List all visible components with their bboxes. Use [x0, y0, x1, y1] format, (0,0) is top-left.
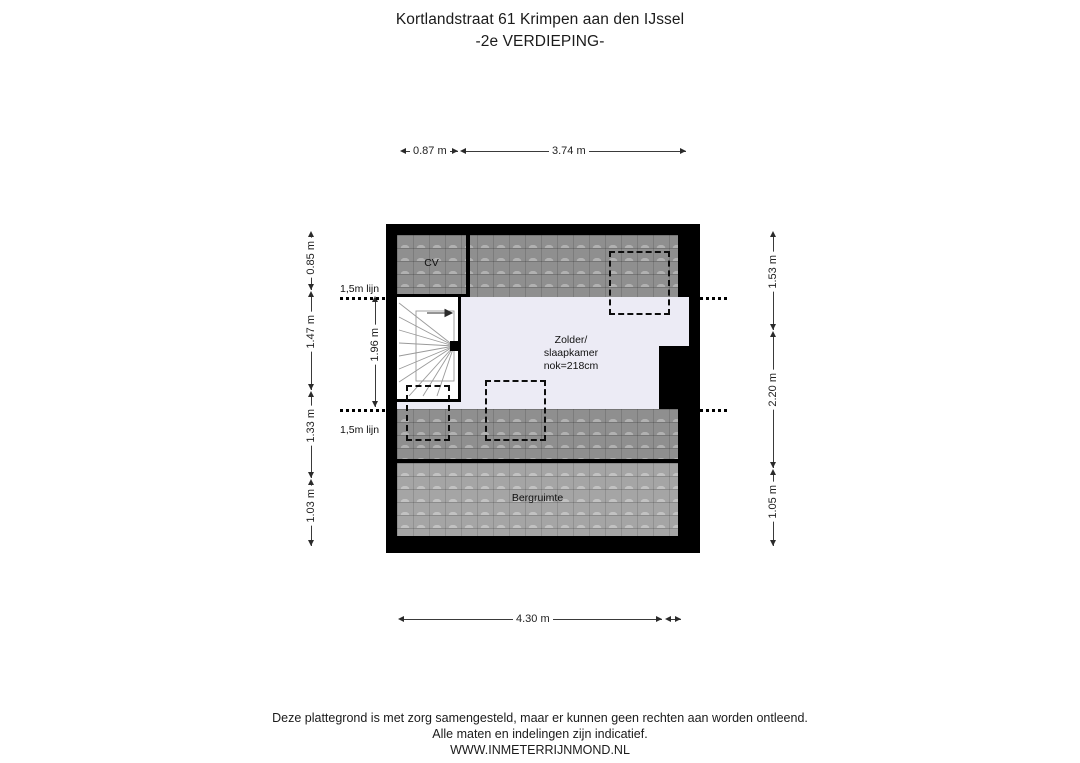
arrow-up-icon: [308, 291, 314, 297]
dimension-top-1: 0.87 m: [410, 145, 450, 157]
zolder-room-label: [506, 334, 636, 373]
arrow-left-icon: [400, 148, 406, 154]
arrow-down-icon: [308, 384, 314, 390]
arrow-down-icon: [308, 284, 314, 290]
arrow-up-icon: [770, 469, 776, 475]
zolder-label-line1: Zolder/: [554, 334, 588, 346]
zolder-label-line2: slaapkamer: [543, 347, 599, 359]
arrow-down-icon: [770, 324, 776, 330]
bergruimte-label: Bergruimte: [511, 492, 564, 504]
wall-notch-right: [659, 346, 689, 409]
arrow-up-icon: [770, 331, 776, 337]
dormer-top-right: [609, 251, 670, 315]
arrow-down-icon: [770, 462, 776, 468]
dimension-left-1: 0.85 m: [305, 238, 317, 278]
dormer-bottom-center: [485, 380, 546, 441]
dimension-right-3: 1.05 m: [767, 482, 779, 522]
staircase-wall-right: [458, 297, 461, 402]
arrow-right-icon: [452, 148, 458, 154]
dormer-bottom-left: [406, 385, 450, 441]
arrow-up-icon: [308, 231, 314, 237]
arrow-down-icon: [308, 540, 314, 546]
arrow-left-icon: [460, 148, 466, 154]
arrow-down-icon: [770, 540, 776, 546]
dimension-inner-1: 1.96 m: [369, 325, 381, 365]
dimension-left-4: 1.03 m: [305, 486, 317, 526]
cv-room-outline: [397, 235, 470, 297]
arrow-right-icon: [680, 148, 686, 154]
dimension-bottom-1: 4.30 m: [513, 613, 553, 625]
footer-disclaimer-line1: Deze plattegrond is met zorg samengesteld, maar er kunnen geen rechten aan worden ontleend.: [272, 711, 808, 725]
wall-divider-bergruimte: [397, 459, 678, 463]
cv-room-label: CV: [424, 257, 439, 269]
dimension-right-2: 2.20 m: [767, 370, 779, 410]
arrow-left-icon: [398, 616, 404, 622]
dimension-top-2: 3.74 m: [549, 145, 589, 157]
page-title: Kortlandstraat 61 Krimpen aan den IJssel: [395, 11, 685, 28]
arrow-up-icon: [308, 479, 314, 485]
arrow-up-icon: [770, 231, 776, 237]
footer-disclaimer-line2: Alle maten en indelingen zijn indicatief.: [432, 727, 648, 741]
zolder-label-line3: nok=218cm: [543, 360, 599, 372]
arrow-down-icon: [308, 472, 314, 478]
dimension-left-3: 1.33 m: [305, 406, 317, 446]
dimension-left-2: 1.47 m: [305, 312, 317, 352]
arrow-down-icon: [372, 401, 378, 407]
page-subtitle: -2e VERDIEPING-: [475, 33, 605, 50]
arrow-right-icon: [675, 616, 681, 622]
arrow-left-icon: [665, 616, 671, 622]
dimension-right-1: 1.53 m: [767, 252, 779, 292]
arrow-up-icon: [308, 391, 314, 397]
label-1-5m-lijn-upper: 1,5m lijn: [340, 283, 380, 295]
floorplan-drawing: [386, 224, 700, 553]
label-1-5m-lijn-lower: 1,5m lijn: [340, 424, 380, 436]
footer-website: WWW.INMETERRIJNMOND.NL: [450, 743, 630, 757]
arrow-right-icon: [656, 616, 662, 622]
